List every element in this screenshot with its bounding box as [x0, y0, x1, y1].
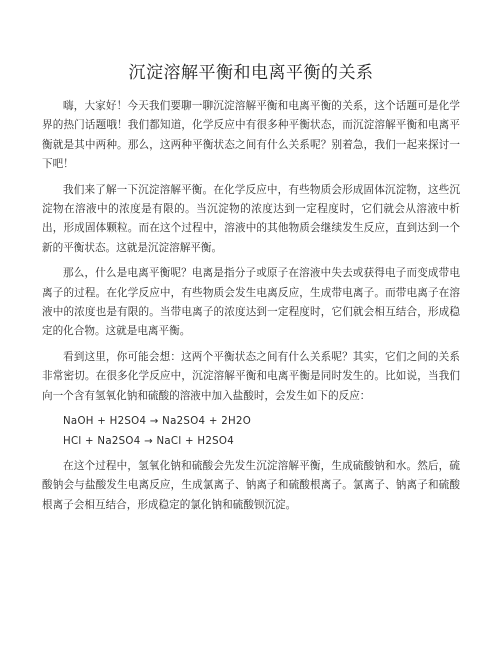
paragraph-precipitation-equilibrium: 我们来了解一下沉淀溶解平衡。在化学反应中，有些物质会形成固体沉淀物，这些沉淀物在溶液中的浓度是有限的。当沉淀物的浓度达到一定程度时，它们就会从溶液中析出，形成固体颗粒。而在这个过程中，溶液中的其他物质会继续发生反应，直到达到一个新的平衡状态。这就是沉淀溶解平衡。	[42, 183, 460, 254]
formula-block	[42, 412, 460, 451]
paragraph-ionization-equilibrium: 那么，什么是电离平衡呢？电离是指分子或原子在溶液中失去或获得电子而变成带电离子的过程。在化学反应中，有些物质会发生电离反应，生成带电离子。而带电离子在溶液中的浓度也是有限的。当带电离子的浓度达到一定程度时，它们就会相互结合，形成稳定的化合物。这就是电离平衡。	[42, 267, 460, 338]
paragraph-conclusion: 在这个过程中，氢氧化钠和硫酸会先发生沉淀溶解平衡，生成硫酸钠和水。然后，硫酸钠会与盐酸发生电离反应，生成氯离子、钠离子和硫酸根离子。氯离子、钠离子和硫酸根离子会相互结合，形成稳定的氯化钠和硫酸钡沉淀。	[42, 459, 460, 511]
formula-line: NaOH + H2SO4 → Na2SO4 + 2H2O	[63, 416, 252, 428]
paragraph-relationship: 看到这里，你可能会想：这两个平衡状态之间有什么关系呢？其实，它们之间的关系非常密切。在很多化学反应中，沉淀溶解平衡和电离平衡是同时发生的。比如说，当我们向一个含有氢氧化钠和硫酸的溶液中加入盐酸时，会发生如下的反应：	[42, 350, 460, 402]
document-title: 沉淀溶解平衡和电离平衡的关系	[128, 63, 374, 83]
paragraph-intro: 嗨，大家好！今天我们要聊一聊沉淀溶解平衡和电离平衡的关系，这个话题可是化学界的热门话题哦！我们都知道，化学反应中有很多种平衡状态，而沉淀溶解平衡和电离平衡就是其中两种。那么，这两种平衡状态之间有什么关系呢？别着急，我们一起来探讨一下吧！	[42, 100, 460, 171]
formula-line: HCl + Na2SO4 → NaCl + H2SO4	[63, 435, 234, 447]
